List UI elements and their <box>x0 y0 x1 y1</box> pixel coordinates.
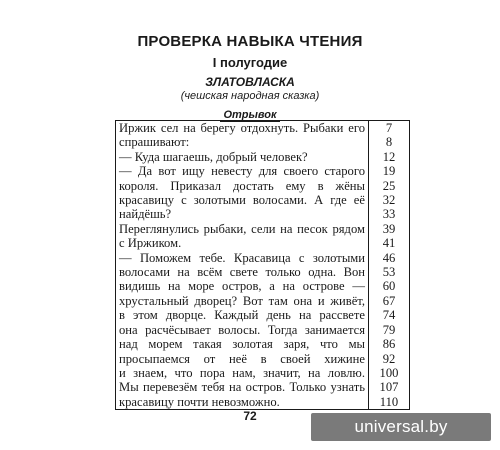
table-row <box>116 236 410 250</box>
table-row <box>116 337 410 351</box>
line-text: хрустальный дворец? Вот там она и живёт, <box>116 294 369 308</box>
word-count: 41 <box>369 236 410 250</box>
line-text: — Куда шагаешь, добрый человек? <box>116 150 369 164</box>
word-count: 92 <box>369 352 410 366</box>
line-text: спрашивают: <box>116 135 369 149</box>
word-count: 100 <box>369 366 410 380</box>
table-row <box>116 352 410 366</box>
table-row <box>116 179 410 193</box>
word-count: 46 <box>369 251 410 265</box>
line-text: Мы перевезём тебя на остров. Только узнать <box>116 380 369 394</box>
word-count: 74 <box>369 308 410 322</box>
story-title: ЗЛАТОВЛАСКА <box>205 75 295 89</box>
word-count: 79 <box>369 323 410 337</box>
line-text: короля. Приказал достать ему в жёны <box>116 179 369 193</box>
page-number: 72 <box>243 409 257 423</box>
line-text: в этом дворце. Каждый день на рассвете <box>116 308 369 322</box>
line-text: и знаем, что пора нам, значит, на ловлю. <box>116 366 369 380</box>
line-text: красавицу с золотыми волосами. А где её <box>116 193 369 207</box>
table-row <box>116 121 410 136</box>
word-count: 110 <box>369 395 410 410</box>
table-row <box>116 135 410 149</box>
word-count: 60 <box>369 279 410 293</box>
line-text: — Поможем тебе. Красавица с золотыми <box>116 251 369 265</box>
line-text: с Иржиком. <box>116 236 369 250</box>
excerpt-label-text: Отрывок <box>220 109 279 122</box>
line-text: — Да вот ищу невесту для своего старого <box>116 164 369 178</box>
table-row <box>116 380 410 394</box>
line-text: найдёшь? <box>116 207 369 221</box>
table-row <box>116 207 410 221</box>
line-text: волосами на всём свете только одна. Вон <box>116 265 369 279</box>
table-row <box>116 279 410 293</box>
word-count: 33 <box>369 207 410 221</box>
word-count: 32 <box>369 193 410 207</box>
table-row <box>116 150 410 164</box>
word-count: 39 <box>369 222 410 236</box>
table-row <box>116 251 410 265</box>
word-count: 67 <box>369 294 410 308</box>
line-text: над морем такая золотая заря, что мы <box>116 337 369 351</box>
line-text: Переглянулись рыбаки, сели на песок рядом <box>116 222 369 236</box>
story-subtitle: (чешская народная сказка) <box>180 90 320 102</box>
word-count: 7 <box>369 121 410 136</box>
word-count: 86 <box>369 337 410 351</box>
word-count: 107 <box>369 380 410 394</box>
word-count: 12 <box>369 150 410 164</box>
table-row <box>116 294 410 308</box>
word-count: 25 <box>369 179 410 193</box>
page-title: ПРОВЕРКА НАВЫКА ЧТЕНИЯ <box>137 33 363 50</box>
table-row <box>116 395 410 410</box>
table-row <box>116 308 410 322</box>
line-text: красавицу почти невозможно. <box>116 395 369 410</box>
reading-table <box>115 120 410 410</box>
table-row <box>116 323 410 337</box>
table-row <box>116 193 410 207</box>
line-text: она расчёсывает волосы. Тогда занимается <box>116 323 369 337</box>
word-count: 8 <box>369 135 410 149</box>
word-count: 53 <box>369 265 410 279</box>
table-row <box>116 265 410 279</box>
line-text: просыпаемся от неё в своей хижине <box>116 352 369 366</box>
semester-heading: I полугодие <box>212 55 288 70</box>
word-count: 19 <box>369 164 410 178</box>
table-row <box>116 222 410 236</box>
line-text: Иржик сел на берегу отдохнуть. Рыбаки его <box>116 121 369 136</box>
table-row <box>116 366 410 380</box>
table-row <box>116 164 410 178</box>
watermark: universal.by <box>311 413 491 441</box>
line-text: видишь на море остров, а на острове — <box>116 279 369 293</box>
